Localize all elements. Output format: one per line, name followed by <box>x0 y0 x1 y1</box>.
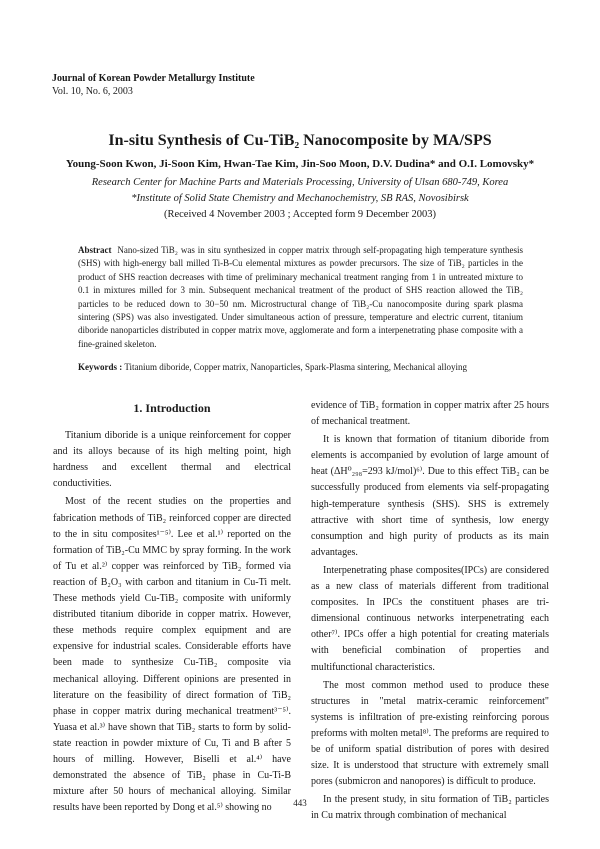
paper-title: In-situ Synthesis of Cu-TiB₂ Nanocomposite by MA/SPS <box>108 132 492 149</box>
abstract-text: Nano-sized TiB₂ was in situ synthesized in copper matrix through self-propagating high temperature synthesis (SHS) with high-energy ball milled Ti-B-Cu elemental mixtures as powder precursors. The size of TiB₂ particles in the product of SHS reaction decreases with time of preliminary mechanical treatment ranging from 1 in untreated mixture to 0.1 in mixtures milled for 3 min. Subsequent mechanical treatment of the product of SHS reaction allowed the TiB₂ particles to be reduced down to 30−50 nm. Microstructural change of TiB₂-Cu nanocomposite during spark plasma sintering (SPS) was also investigated. Under simultaneous action of pressure, temperature and electric current, titanium diboride nanoparticles distributed in copper matrix move, agglomerate and form a interpenetrating phase composite with a fine-grained skeleton. <box>78 245 523 349</box>
received-dates: (Received 4 November 2003 ; Accepted form 9 December 2003) <box>163 209 437 220</box>
paragraph: Titanium diboride is a unique reinforcement for copper and its alloys because of its high melting point, high hardness and excellent thermal and electrical conductivities. <box>53 430 291 490</box>
section-heading: 1. Introduction <box>133 401 211 415</box>
affiliation-2: *Institute of Solid State Chemistry and Mechanochemistry, SB RAS, Novosibirsk <box>131 193 469 204</box>
paragraph: It is known that formation of titanium diboride from elements is accompanied by evolution of large amount of heat (ΔH⁰₂₉₈=293 kJ/mol)⁶⁾. Due to this effect TiB₂ can be successfully produced from elements via self-propagating high-temperature synthesis (SHS). SHS is extremely attractive with short time of synthesis, low energy consumption and high purity of products as its main advantages. <box>311 434 549 558</box>
journal-volume: Vol. 10, No. 6, 2003 <box>52 86 133 97</box>
affiliation-1: Research Center for Machine Parts and Materials Processing, University of Ulsan 680-749, Korea <box>91 177 509 188</box>
paragraph: In the present study, in situ formation of TiB₂ particles in Cu matrix through combination of mechanical <box>311 794 549 822</box>
left-column <box>53 398 291 816</box>
keywords <box>78 362 523 372</box>
right-column <box>311 398 549 824</box>
journal-header <box>52 72 255 98</box>
paragraph: evidence of TiB₂ formation in copper matrix after 25 hours of mechanical treatment. <box>311 400 549 428</box>
paragraph: The most common method used to produce these structures in "metal matrix-ceramic reinforcement" systems is infiltration of pre-existing reinforcing porous preforms with molten metal⁸⁾. The preforms are required to be of uniform spatial distribution of pores with desired size. It is understood that structure with extremely small pores (submicron and nanopores) is difficult to produce. <box>311 679 549 788</box>
paragraph: Most of the recent studies on the properties and fabrication methods of TiB₂ reinforced copper are directed to the in situ composites¹⁻⁵⁾. Lee et al.¹⁾ reported on the formation of TiB₂-Cu MMC by spray forming. In the work of Tu et al.²⁾ copper was reinforced by TiB₂ formed via reaction of B₂O₃ with carbon and titanium in Cu-Ti melt. These methods yield Cu-TiB₂ composite with uniformly distributed titanium diboride in copper matrix. However, these methods require complex equipment and are expensive for industrial scales. Considerable efforts have been made to synthesize Cu-TiB₂ composite via mechanical alloying. Different opinions are presented in literature on the feasibility of direct formation of TiB₂ phase in copper matrix during mechanical treatment³⁻⁵⁾. Yuasa et al.³⁾ have shown that TiB₂ starts to form by solid-state reaction in powder mixture of Cu, Ti and B after 5 hours of milling. However, Biselli et al.⁴⁾ have demonstrated the absence of TiB₂ phase in Cu-Ti-B mixture after 50 hours of mechanical alloying. Similar results have been reported by Dong et al.⁵⁾ showing no <box>53 496 291 814</box>
keywords-text: Titanium diboride, Copper matrix, Nanoparticles, Spark-Plasma sintering, Mechanical alloying <box>124 362 467 372</box>
abstract <box>78 244 523 351</box>
affiliations <box>0 175 600 223</box>
author-list: Young-Soon Kwon, Ji-Soon Kim, Hwan-Tae Kim, Jin-Soo Moon, D.V. Dudina* and O.I. Lomovsky* <box>65 158 535 170</box>
journal-name: Journal of Korean Powder Metallurgy Institute <box>52 73 255 84</box>
keywords-label: Keywords : <box>78 362 123 372</box>
page-number: 443 <box>293 798 307 808</box>
abstract-label: Abstract <box>78 245 112 255</box>
paragraph: Interpenetrating phase composites(IPCs) are considered as a new class of materials different from traditional composites. In IPCs the constituent phases are tri-dimensional continuous networks interpenetrating each other⁷⁾. IPCs offer a high potential for creating materials with beneficial combination of properties and multifunctional characteristics. <box>311 564 549 673</box>
